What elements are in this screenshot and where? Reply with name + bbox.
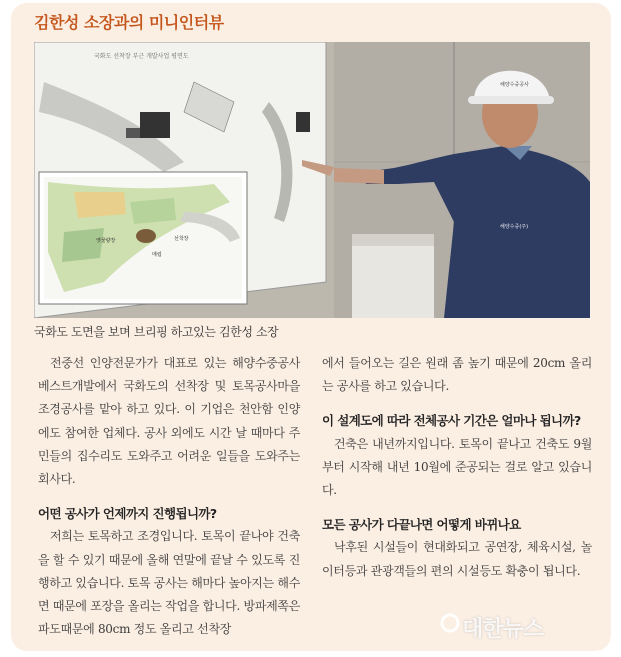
answer-1-continued: 에서 들어오는 길은 원래 좀 높기 때문에 20cm 올리는 공사를 하고 있습니다. xyxy=(322,356,592,394)
article-photo xyxy=(34,42,590,318)
left-column xyxy=(38,352,300,641)
svg-text:매립: 매립 xyxy=(152,252,162,258)
answer-1: 저희는 토목하고 조경입니다. 토목이 끝나야 건축을 할 수 있기 때문에 올해 연말에 끝날 수 있도록 진행하고 있습니다. 토목 공사는 해마다 높아지는 해수면 때문에 포장을 올리는 작업을 합니다. 방파제쪽은 파도때문에 80cm 정도 올리고 선착장 xyxy=(38,529,300,637)
svg-text:선착장: 선착장 xyxy=(174,236,189,242)
photo-caption: 국화도 도면을 보며 브리핑 하고있는 김한성 소장 xyxy=(34,325,279,339)
intro-paragraph: 전중선 인양전문가가 대표로 있는 해양수중공사 베스트개발에서 국화도의 선착장 및 토목공사마을 조경공사를 맡아 하고 있다. 이 기업은 천안함 인양에도 참여한 업체다. 공사 외에도 시간 날 때마다 주민들의 집수리도 도와주고 어려운 일들을 도와주는 회사다. xyxy=(38,356,300,487)
article-title: 김한성 소장과의 미니인터뷰 xyxy=(34,13,224,32)
question-2: 이 설계도에 따라 전체공사 기간은 얼마나 됩니까? xyxy=(322,413,581,429)
photo-illustration xyxy=(34,42,590,318)
helmet-label: 해양수중공사 xyxy=(500,82,529,88)
question-3: 모든 공사가 다끝나면 어떻게 바뀌나요 xyxy=(322,517,521,533)
right-column xyxy=(322,352,592,583)
news-logo-icon xyxy=(440,613,460,633)
answer-3: 낙후된 시설들이 현대화되고 공연장, 체육시설, 놀이터등과 관광객들의 편의 시설등도 확충이 됩니다. xyxy=(322,540,592,578)
plan-board-title: 국화도 선착장 부근 개발사업 평면도 xyxy=(94,53,189,60)
question-1: 어떤 공사가 언제까지 진행됩니까? xyxy=(38,506,217,522)
svg-text:옛물량장: 옛물량장 xyxy=(96,238,116,244)
watermark-text: 대한뉴스 xyxy=(462,617,544,642)
answer-2: 건축은 내년까지입니다. 토목이 끝나고 건축도 9월부터 시작해 내년 10월에 준공되는 걸로 알고 있습니다. xyxy=(322,436,592,498)
vest-label: 해양수중(주) xyxy=(500,224,529,230)
